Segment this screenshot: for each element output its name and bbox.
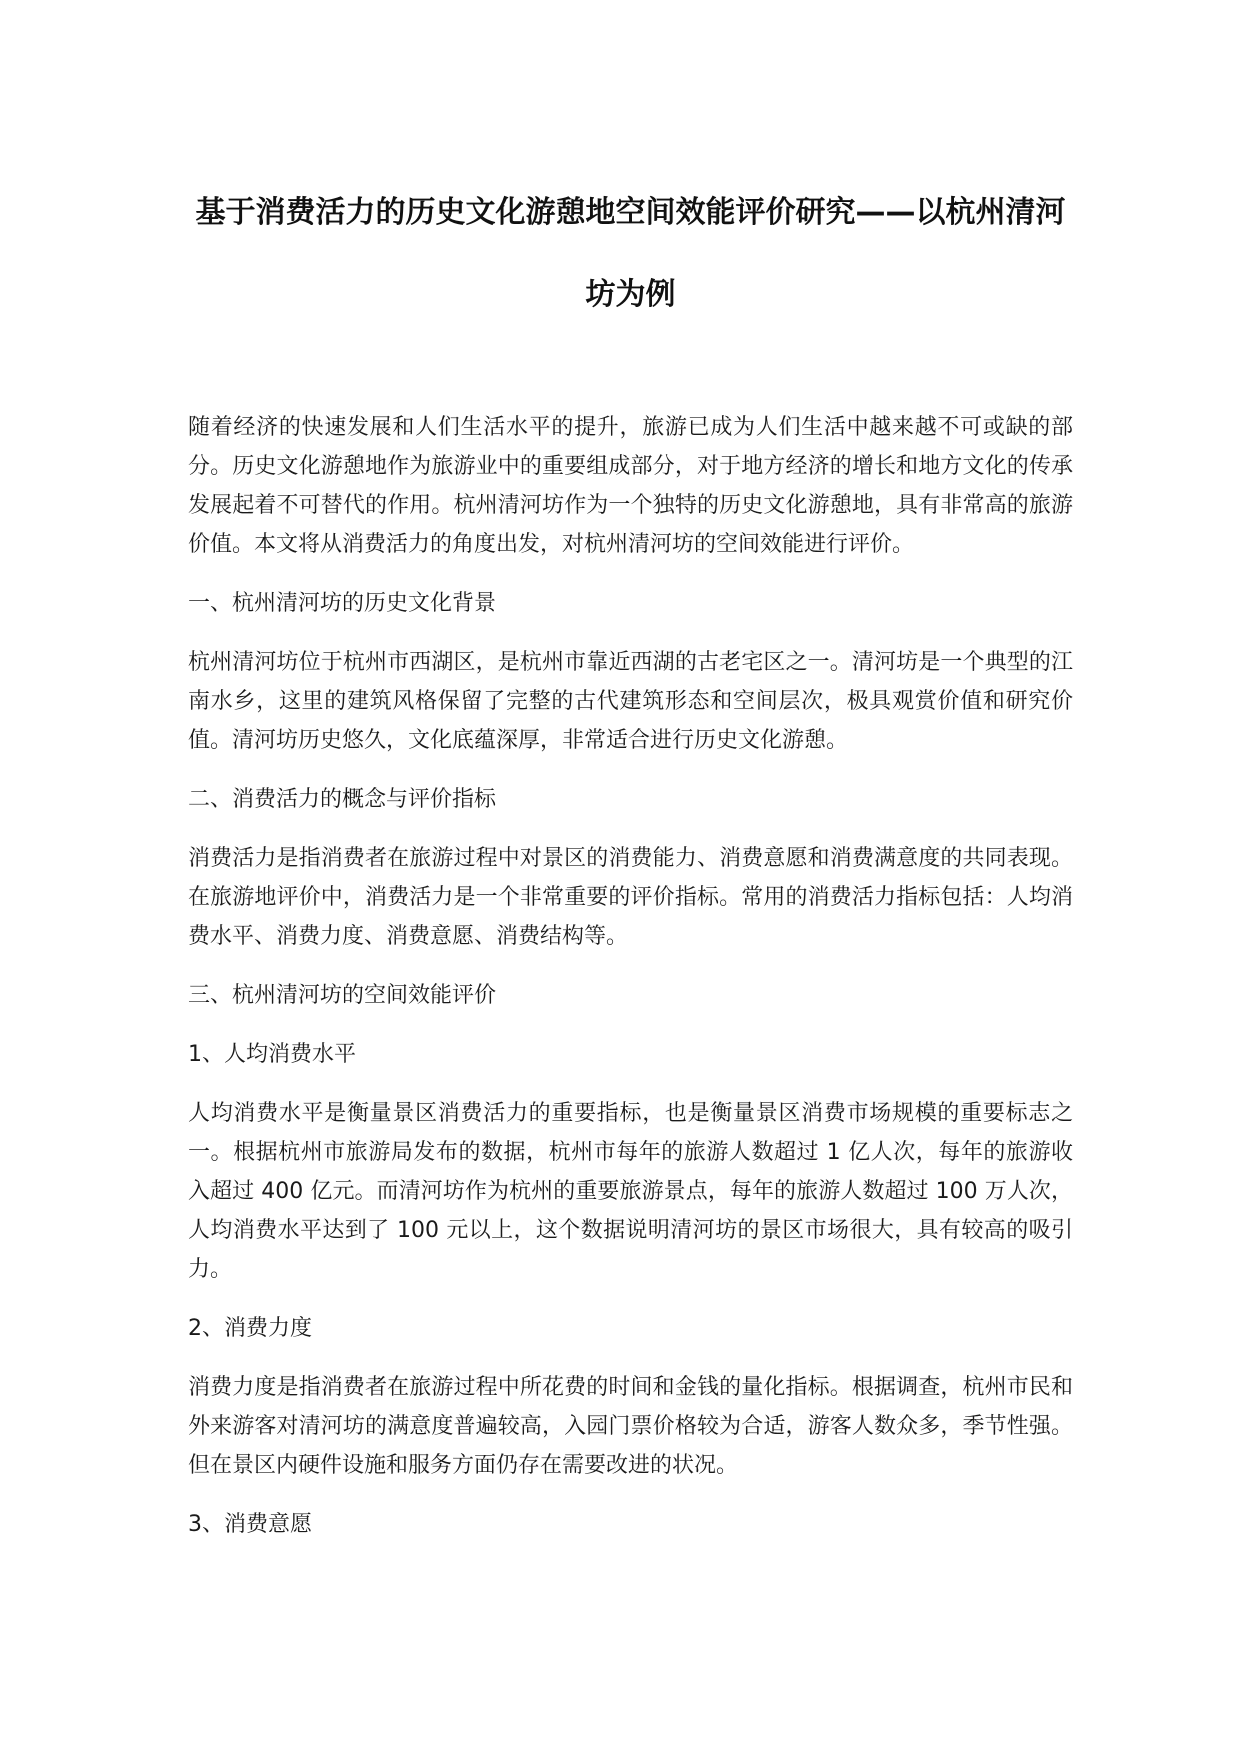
section-1-paragraph: 杭州清河坊位于杭州市西湖区，是杭州市靠近西湖的古老宅区之一。清河坊是一个典型的江南水乡，这里的建筑风格保留了完整的古代建筑形态和空间层次，极具观赏价值和研究价值。清河坊历史悠久，文化底蕴深厚，非常适合进行历史文化游憩。 <box>188 650 1073 753</box>
section-heading-2: 二、消费活力的概念与评价指标 <box>188 787 497 812</box>
subsection-heading-1: 1、人均消费水平 <box>188 1042 356 1067</box>
subsection-heading-3: 3、消费意愿 <box>188 1512 312 1537</box>
document-page <box>188 172 1073 1564</box>
subsection-1-paragraph: 人均消费水平是衡量景区消费活力的重要指标，也是衡量景区消费市场规模的重要标志之一。根据杭州市旅游局发布的数据，杭州市每年的旅游人数超过 1 亿人次，每年的旅游收入超过 400 亿元。而清河坊作为杭州的重要旅游景点，每年的旅游人数超过 100 万人次，人均消费水平达到了 100 元以上，这个数据说明清河坊的景区市场很大，具有较高的吸引力。 <box>188 1101 1073 1282</box>
subsection-2-paragraph: 消费力度是指消费者在旅游过程中所花费的时间和金钱的量化指标。根据调查，杭州市民和外来游客对清河坊的满意度普遍较高，入园门票价格较为合适，游客人数众多，季节性强。但在景区内硬件设施和服务方面仍存在需要改进的状况。 <box>188 1375 1073 1478</box>
intro-paragraph: 随着经济的快速发展和人们生活水平的提升，旅游已成为人们生活中越来越不可或缺的部分。历史文化游憩地作为旅游业中的重要组成部分，对于地方经济的增长和地方文化的传承发展起着不可替代的作用。杭州清河坊作为一个独特的历史文化游憩地，具有非常高的旅游价值。本文将从消费活力的角度出发，对杭州清河坊的空间效能进行评价。 <box>188 415 1073 557</box>
section-heading-3: 三、杭州清河坊的空间效能评价 <box>188 983 497 1008</box>
section-heading-1: 一、杭州清河坊的历史文化背景 <box>188 591 497 616</box>
subsection-heading-2: 2、消费力度 <box>188 1316 312 1341</box>
section-2-paragraph: 消费活力是指消费者在旅游过程中对景区的消费能力、消费意愿和消费满意度的共同表现。在旅游地评价中，消费活力是一个非常重要的评价指标。常用的消费活力指标包括：人均消费水平、消费力度、消费意愿、消费结构等。 <box>188 846 1073 949</box>
document-title: 基于消费活力的历史文化游憩地空间效能评价研究——以杭州清河坊为例 <box>195 195 1066 312</box>
